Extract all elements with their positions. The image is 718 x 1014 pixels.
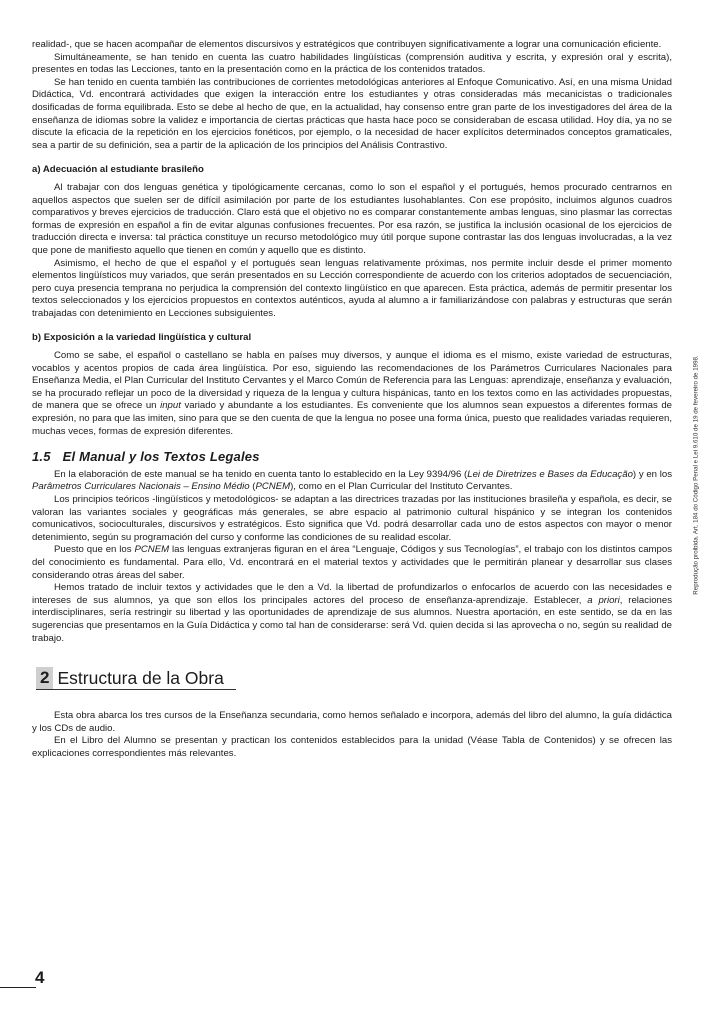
copyright-notice bbox=[690, 315, 702, 635]
section-heading-2 bbox=[36, 663, 236, 690]
subsection-heading-a: a) Adecuación al estudiante brasileño bbox=[32, 164, 204, 176]
text-run: Como se sabe, el español o castellano se habla en países muy diversos, y aunque el idioma es el mismo, existe variedad de estructuras, vocablos y acentos propios de cada área lingüística. Por eso, siguiendo las recomendaciones de los Parámetros Curriculares Nacionales para Enseñanza Media, el Plan Curricular del Instituto Cervantes y el Marco Común de Referencia para las Lenguas: aprendizaje, enseñanza y evaluación, se ha procurado reflejar un poco de la diversidad y riqueza de la lengua y cultura hispánicas, tanto en los textos como en las actividades propuestas, de manera que se ofrece un bbox=[32, 350, 672, 412]
page-content bbox=[32, 39, 672, 761]
paragraph: Asimismo, el hecho de que el español y el portugués sean lenguas relativamente próximas, nos permite incluir desde el primer momento elementos lingüísticos muy variados, que serán presentados en su Lección correspondiente de acuerdo con los criterios adoptados de secuenciación, pero cuya presencia temprana no perjudica la comprensión del contexto lingüístico en que aparecen. Esta práctica, además de permitir presentar los textos seleccionados y los ejercicios propuestos en contextos auténticos, ayuda al alumno a ir familiarizándose con palabras y estructuras que serán trabajadas con detenimiento en Lecciones subsiguientes. bbox=[32, 257, 672, 319]
paragraph bbox=[32, 544, 672, 582]
text-run: ( bbox=[249, 481, 256, 493]
italic-term: PCNEM bbox=[255, 481, 291, 493]
subsection-heading-b: b) Exposición a la variedad lingüística y cultural bbox=[32, 332, 252, 344]
section-number: 1.5 bbox=[32, 449, 51, 465]
italic-term: a priori bbox=[587, 594, 620, 606]
text-run: Hemos tratado de incluir textos y actividades que le den a Vd. la libertad de profundizarlos o enfocarlos de acuerdo con las necesidades e intereses de sus alumnos, ya que son ellos los principales actores del proceso de enseñanza-aprendizaje. Establecer, bbox=[32, 582, 672, 606]
paragraph bbox=[32, 350, 672, 438]
text-run: En la elaboración de este manual se ha tenido en cuenta tanto lo establecido en la Ley 9394/96 ( bbox=[54, 468, 468, 480]
page-number: 4 bbox=[35, 968, 45, 987]
text-run: variado y abundante a los estudiantes. Es conveniente que los alumnos sean expuestos a diferentes formas de expresión, no para que las imiten, sino para que se den cuenta de que la lengua no posee una forma única, puesto que realidades variadas requieren, muchas veces, formas de expresión diferentes. bbox=[32, 400, 672, 437]
paragraph: Esta obra abarca los tres cursos de la Enseñanza secundaria, como hemos señalado e incorpora, además del libro del alumno, la guía didáctica y los CDs de audio. bbox=[32, 710, 672, 734]
paragraph bbox=[32, 469, 672, 494]
paragraph: Al trabajar con dos lenguas genética y tipológicamente cercanas, como lo son el español y el portugués, hemos procurado centrarnos en aquellos aspectos que suelen ser de difícil asimilación por parte de los estudiantes lusohablantes. Con ese propósito, incluimos algunos cuadros comparativos y breves ejercicios de traducción. Claro está que el objetivo no es comparar constantemente ambas lenguas, sino plasmar las correctas formas de expresión en español a fin de evitar algunas confusiones frecuentes. Por esa razón, se justifica la inclusión ocasional de los ejercicios de traducción directa e inversa: tal práctica constituye un recurso metodológico muy útil porque supone contrastar las dos lenguas involucradas, a la vez que pone de manifiesto aquello que tienen en común y aquello que es distinto. bbox=[32, 181, 672, 256]
italic-term: input bbox=[160, 400, 181, 412]
paragraph: realidad-, que se hacen acompañar de elementos discursivos y estratégicos que contribuyen significativamente a lograr una comunicación eficiente. bbox=[32, 39, 662, 50]
paragraph: Simultáneamente, se han tenido en cuenta las cuatro habilidades lingüísticas (comprensión auditiva y escrita, y expresión oral y escrita), presentes en todas las Lecciones, tanto en la presentación como en la práctica de los contenidos tratados. bbox=[32, 51, 672, 76]
section-number-badge: 2 bbox=[36, 667, 53, 689]
text-run: , relaciones interdisciplinares, sería restringir su libertad y las oportunidades de aprendizaje de sus alumnos. Nuestra aportación, en este sentido, se da en las sugerencias que presentamos en la Guía Didáctica y como tal han de considerarse: será Vd. quien decida si las aprovecha o no, según su realidad de trabajo. bbox=[32, 594, 672, 644]
italic-term: Lei de Diretrizes e Bases da Educação bbox=[467, 468, 633, 480]
section-heading-1-5 bbox=[32, 451, 672, 464]
text-run: ) y en los bbox=[632, 468, 672, 480]
paragraph: En el Libro del Alumno se presentan y practican los contenidos establecidos para la unidad (Véase Tabla de Contenidos) y se ofrecen las explicaciones correspondientes más relevantes. bbox=[32, 735, 672, 759]
footer-rule bbox=[0, 987, 36, 988]
section-title: El Manual y los Textos Legales bbox=[62, 449, 260, 465]
page-number-footer bbox=[0, 968, 50, 990]
copyright-notice-text: Reprodução proibida. Art. 184 do Código Penal e Lei 9.610 de 19 de fevereiro de 1998. bbox=[692, 355, 700, 595]
text-run: Puesto que en los bbox=[54, 544, 135, 556]
text-run: ), como en el Plan Curricular del Instituto Cervantes. bbox=[290, 481, 513, 493]
section-title: Estructura de la Obra bbox=[57, 668, 224, 689]
italic-term: Parâmetros Curriculares Nacionais – Ensino Médio bbox=[32, 481, 250, 493]
paragraph bbox=[32, 582, 672, 645]
text-run: las lenguas extranjeras figuran en el área “Lenguaje, Códigos y sus Tecnologías”, el trabajo con los distintos campos del conocimiento es fundamental. Para ello, Vd. encontrará en el material textos y actividades que le permitirán planear y desarrollar sus clases considerando otras áreas del saber. bbox=[32, 544, 673, 581]
paragraph: Los principios teóricos -lingüísticos y metodológicos- se adaptan a las directrices trazadas por las instituciones brasileña y española, es decir, se valoran las variantes sociales y geográficas más generales, se abre espacio al patrimonio cultural hispánico y se integran los contenidos comunicativos, socioculturales, discursivos y estratégicos. Esto significa que Vd. podrá desarrollar cada uno de estos aspectos con mayor o menor detenimiento, según su programación del curso y conforme las condiciones de su realidad escolar. bbox=[32, 494, 672, 543]
italic-term: PCNEM bbox=[134, 544, 170, 556]
paragraph: Se han tenido en cuenta también las contribuciones de corrientes metodológicas anteriores al Enfoque Comunicativo. Así, en una misma Unidad Didáctica, Vd. encontrará actividades que exigen la interacción entre los estudiantes y otras consideradas más mecanicistas o tradicionales dosificadas de forma equilibrada. Esto se debe al hecho de que, en la actualidad, hay consenso entre gran parte de los investigadores del área de la enseñanza de idiomas sobre la validez e importancia de ciertas prácticas que hasta hace poco se consideraban de escasa utilidad. Hoy día, ya no se discute la eficacia de la repetición en los ejercicios fonéticos, por ejemplo, o la necesidad de hacer explícitos determinados conceptos gramaticales, sea a partir de su definición, sea a partir de la aplicación de los principios del Análisis Contrastivo. bbox=[32, 76, 672, 151]
